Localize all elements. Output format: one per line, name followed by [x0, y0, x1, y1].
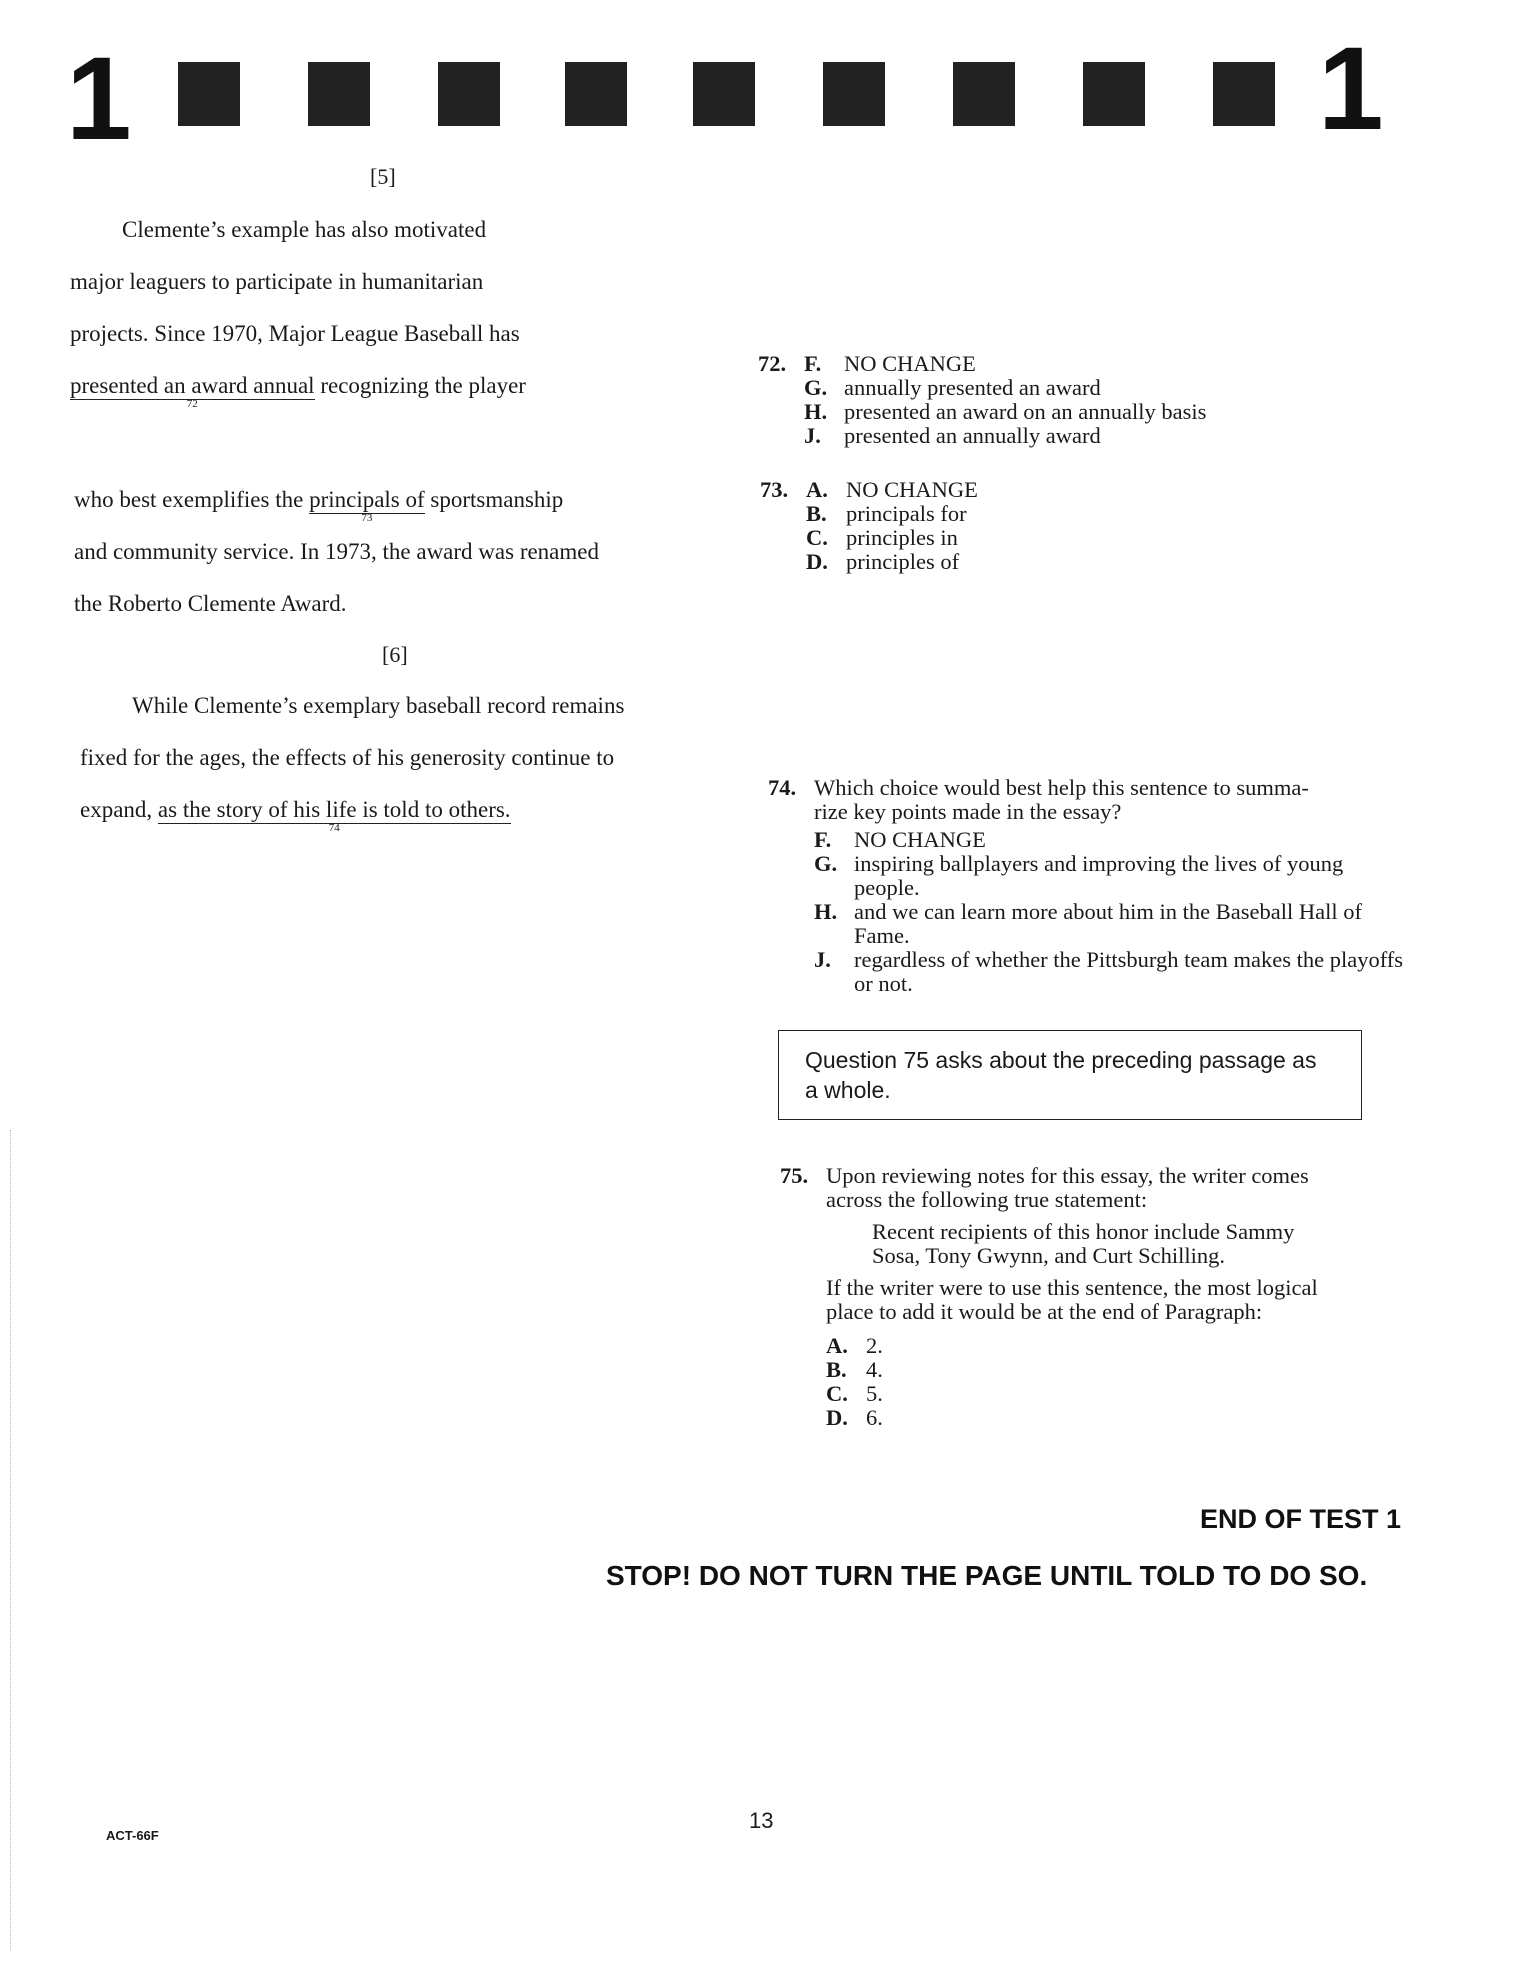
question-ref-number: 72	[186, 398, 198, 410]
question-75	[780, 1164, 1420, 1430]
question-number: 72.	[758, 351, 787, 376]
header-block-8	[1083, 62, 1145, 126]
answer-option[interactable]: B. 4.	[826, 1357, 883, 1382]
stop-notice: STOP! DO NOT TURN THE PAGE UNTIL TOLD TO DO SO.	[606, 1560, 1368, 1591]
instruction-text: Question 75 asks about the preceding passage as a whole.	[805, 1047, 1317, 1103]
question-stem: 74. Which choice would best help this sentence to summa-	[768, 775, 1309, 800]
question-number: 75.	[780, 1163, 809, 1188]
passage-paragraph-5-continued	[74, 474, 714, 630]
question-stem: rize key points made in the essay?	[814, 799, 1122, 824]
test-number-right: 1	[1318, 23, 1384, 155]
header-block-3	[438, 62, 500, 126]
header-block-4	[565, 62, 627, 126]
answer-option[interactable]: B. principals for	[806, 501, 967, 526]
question-ref-number: 73	[361, 512, 373, 524]
answer-option[interactable]: H. and we can learn more about him in the Baseball Hall of Fame.	[814, 899, 1362, 948]
question-stem: 75. Upon reviewing notes for this essay, the writer comes	[780, 1163, 1309, 1188]
answer-option[interactable]: 73. A. NO CHANGE	[760, 477, 978, 502]
header-block-1	[178, 62, 240, 126]
question-ref-number: 74	[328, 822, 340, 834]
passage-line: and community service. In 1973, the award was renamed	[74, 539, 599, 564]
header-block-5	[693, 62, 755, 126]
header-block-7	[953, 62, 1015, 126]
question-73	[760, 478, 1300, 574]
passage-line: expand, as the story of his life is told to others. 74	[80, 797, 511, 834]
paragraph-label: [5]	[370, 164, 396, 189]
answer-option[interactable]: G. inspiring ballplayers and improving the lives of young people.	[814, 851, 1344, 900]
passage-line: major leaguers to participate in humanitarian	[70, 269, 484, 294]
passage-line: presented an award annual 72 recognizing the player	[70, 373, 526, 410]
answer-option[interactable]: 72. F. NO CHANGE	[758, 351, 976, 376]
quoted-statement: Sosa, Tony Gwynn, and Curt Schilling.	[872, 1243, 1226, 1268]
header-block-6	[823, 62, 885, 126]
answer-option[interactable]: C. principles in	[806, 525, 958, 550]
answer-option[interactable]: D. principles of	[806, 549, 960, 574]
answer-option[interactable]: F. NO CHANGE	[814, 827, 986, 852]
scan-margin-line	[10, 1130, 11, 1950]
answer-option[interactable]: J. presented an annually award	[804, 423, 1101, 448]
passage-paragraph-6	[80, 680, 720, 836]
question-number: 73.	[760, 477, 789, 502]
answer-option[interactable]: D. 6.	[826, 1405, 883, 1430]
header-block-9	[1213, 62, 1275, 126]
question-followup: If the writer were to use this sentence, the most logical	[826, 1275, 1318, 1300]
passage-line: fixed for the ages, the effects of his generosity continue to	[80, 745, 615, 770]
question-stem: across the following true statement:	[826, 1187, 1148, 1212]
form-code: ACT-66F	[106, 1828, 159, 1843]
answer-option[interactable]: J. regardless of whether the Pittsburgh team makes the playoffs or not.	[814, 947, 1404, 996]
passage-line: projects. Since 1970, Major League Baseball has	[70, 321, 520, 346]
question-74	[768, 776, 1408, 996]
answer-option[interactable]: C. 5.	[826, 1381, 883, 1406]
passage-line: who best exemplifies the principals of 73 sportsmanship	[74, 487, 564, 524]
underlined-portion-72: presented an award annual 72	[70, 373, 315, 410]
question-followup: place to add it would be at the end of Paragraph:	[826, 1299, 1263, 1324]
passage-line: While Clemente’s exemplary baseball record remains	[132, 693, 625, 718]
end-of-test-label: END OF TEST 1	[1200, 1504, 1402, 1534]
answer-option[interactable]: A. 2.	[826, 1333, 883, 1358]
passage-line: Clemente’s example has also motivated	[122, 217, 487, 242]
passage-line: the Roberto Clemente Award.	[74, 591, 347, 616]
underlined-portion-73: principals of 73	[309, 487, 425, 524]
header-block-2	[308, 62, 370, 126]
paragraph-label: [6]	[382, 642, 408, 667]
answer-option[interactable]: G. annually presented an award	[804, 375, 1101, 400]
test-number-left: 1	[66, 33, 132, 165]
quoted-statement: Recent recipients of this honor include Sammy	[872, 1219, 1295, 1244]
question-number: 74.	[768, 775, 797, 800]
underlined-portion-74: as the story of his life is told to others. 74	[157, 797, 511, 834]
question-72	[758, 352, 1298, 448]
page-number: 13	[749, 1808, 774, 1833]
instruction-box	[778, 1030, 1362, 1120]
passage-paragraph-5	[70, 204, 690, 412]
answer-option[interactable]: H. presented an award on an annually basis	[804, 399, 1207, 424]
